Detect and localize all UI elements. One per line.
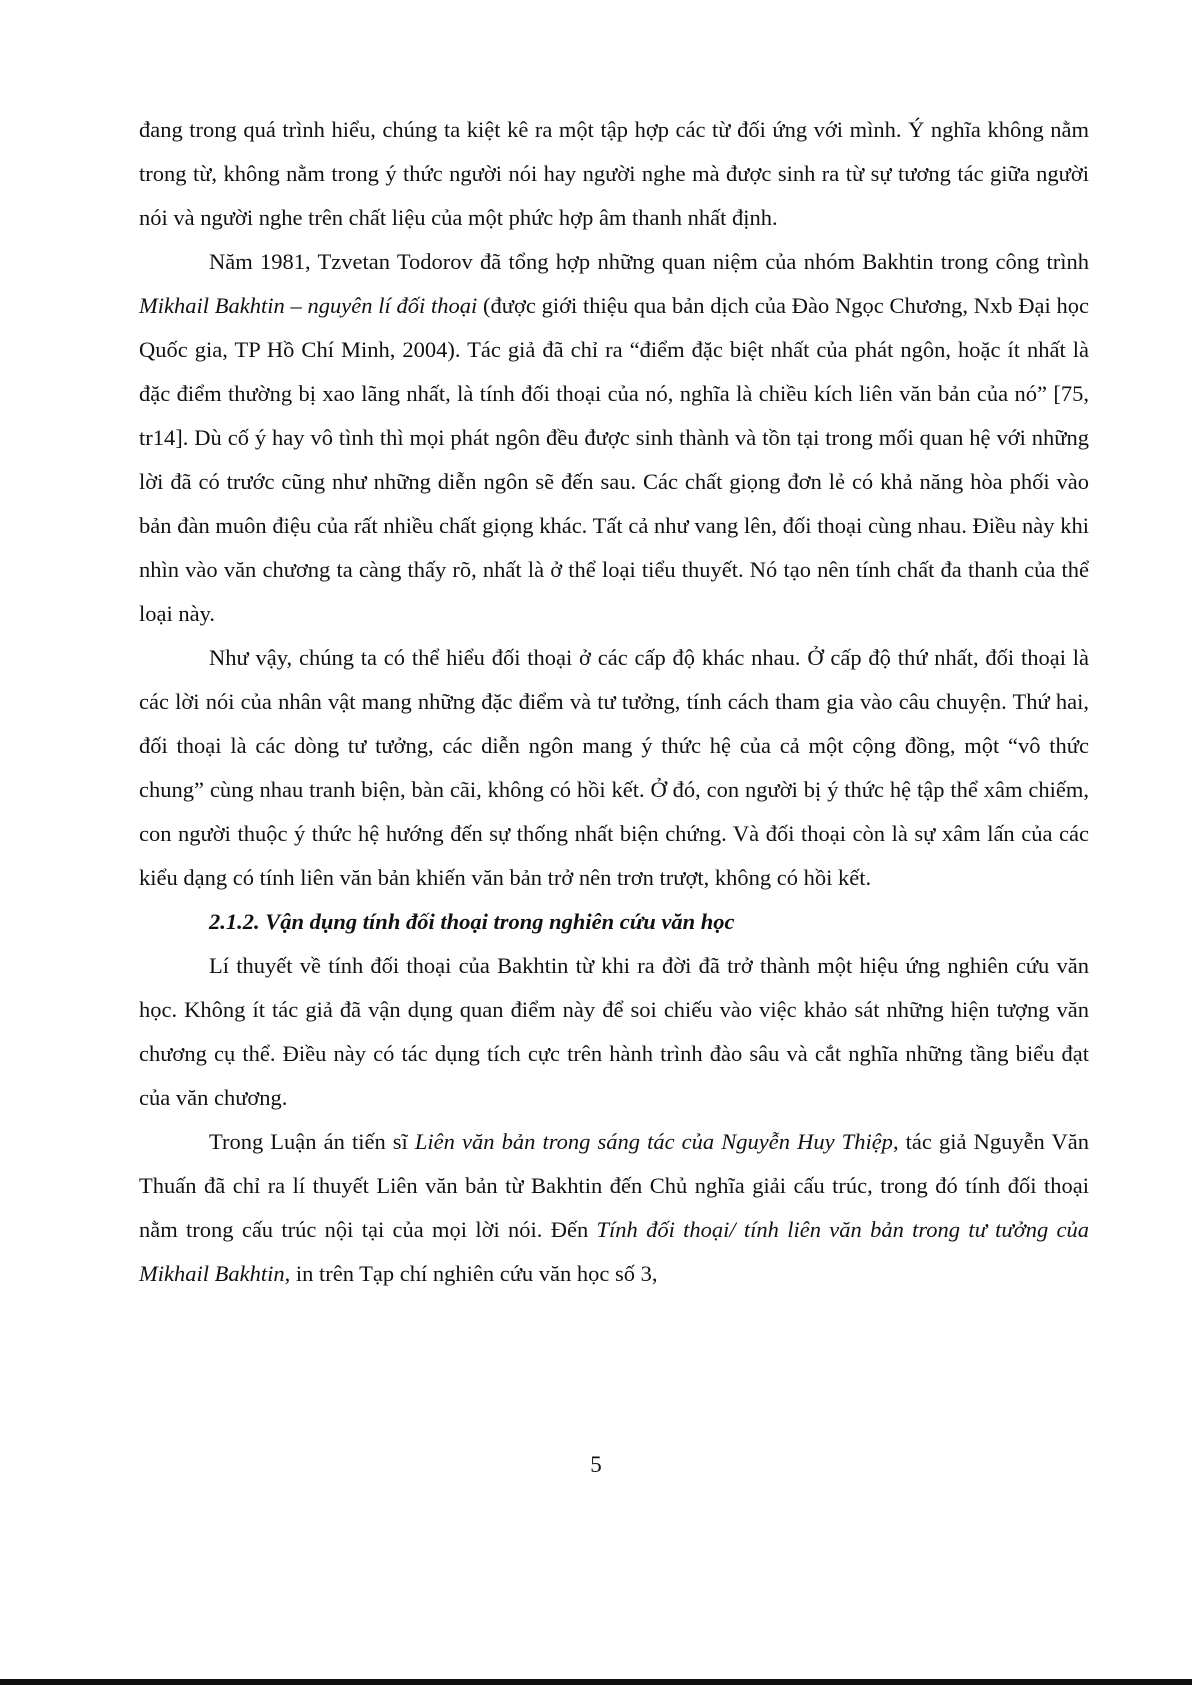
paragraph-5-text-b: , tác giả Nguyễn Văn Thuấn đã chỉ ra lí thuyết Liên văn bản từ Bakhtin đến Chủ nghĩa giải cấu trúc, trong đó tính đối thoại nằm trong cấu trúc nội tại của mọi lời nói. Đến <box>139 1129 1089 1242</box>
paragraph-4-text: Lí thuyết về tính đối thoại của Bakhtin từ khi ra đời đã trở thành một hiệu ứng nghiên cứu văn học. Không ít tác giả đã vận dụng quan điểm này để soi chiếu vào việc khảo sát những hiện tượng văn chương cụ thể. Điều này có tác dụng tích cực trên hành trình đào sâu và cắt nghĩa những tầng biểu đạt của văn chương. <box>139 953 1089 1110</box>
paragraph-2-text-b: (được giới thiệu qua bản dịch của Đào Ngọc Chương, Nxb Đại học Quốc gia, TP Hồ Chí Minh, 2004). Tác giả đã chỉ ra “điểm đặc biệt nhất của phát ngôn, hoặc ít nhất là đặc điểm thường bị xao lãng nhất, là tính đối thoại của nó, nghĩa là chiều kích liên văn bản của nó” [75, tr14]. Dù cố ý hay vô tình thì mọi phát ngôn đều được sinh thành và tồn tại trong mối quan hệ với những lời đã có trước cũng như những diễn ngôn sẽ đến sau. Các chất giọng đơn lẻ có khả năng hòa phối vào bản đàn muôn điệu của rất nhiều chất giọng khác. Tất cả như vang lên, đối thoại cùng nhau. Điều này khi nhìn vào văn chương ta càng thấy rõ, nhất là ở thể loại tiểu thuyết. Nó tạo nên tính chất đa thanh của thể loại này. <box>139 293 1089 626</box>
paragraph-3 <box>139 636 1089 900</box>
paragraph-1-text: đang trong quá trình hiểu, chúng ta kiệt kê ra một tập hợp các từ đối ứng với mình. Ý nghĩa không nằm trong từ, không nằm trong ý thức người nói hay người nghe mà được sinh ra từ sự tương tác giữa người nói và người nghe trên chất liệu của một phức hợp âm thanh nhất định. <box>139 117 1089 230</box>
document-body <box>139 108 1089 1296</box>
paragraph-2 <box>139 240 1089 636</box>
paragraph-5 <box>139 1120 1089 1296</box>
paragraph-3-text: Như vậy, chúng ta có thể hiểu đối thoại ở các cấp độ khác nhau. Ở cấp độ thứ nhất, đối thoại là các lời nói của nhân vật mang những đặc điểm và tư tưởng, tính cách tham gia vào câu chuyện. Thứ hai, đối thoại là các dòng tư tưởng, các diễn ngôn mang ý thức hệ của cả một cộng đồng, một “vô thức chung” cùng nhau tranh biện, bàn cãi, không có hồi kết. Ở đó, con người bị ý thức hệ tập thể xâm chiếm, con người thuộc ý thức hệ hướng đến sự thống nhất biện chứng. Và đối thoại còn là sự xâm lấn của các kiểu dạng có tính liên văn bản khiến văn bản trở nên trơn trượt, không có hồi kết. <box>139 645 1089 890</box>
book-title-mikhail-bakhtin: Mikhail Bakhtin – nguyên lí đối thoại <box>139 293 478 318</box>
article-title: Tính đối thoại/ tính liên văn bản trong tư tưởng của Mikhail Bakhtin <box>139 1217 1089 1286</box>
paragraph-5-text-a: Trong Luận án tiến sĩ <box>209 1129 415 1154</box>
paragraph-4 <box>139 944 1089 1120</box>
bottom-divider <box>0 1679 1192 1685</box>
thesis-title: Liên văn bản trong sáng tác của Nguyễn Huy Thiệp <box>414 1129 893 1154</box>
paragraph-5-text-c: , in trên Tạp chí nghiên cứu văn học số 3, <box>284 1261 658 1286</box>
section-heading <box>139 900 1089 944</box>
section-heading-text: 2.1.2. Vận dụng tính đối thoại trong nghiên cứu văn học <box>209 909 735 934</box>
paragraph-1 <box>139 108 1089 240</box>
page-number: 5 <box>590 1452 602 1477</box>
paragraph-2-text-a: Năm 1981, Tzvetan Todorov đã tổng hợp những quan niệm của nhóm Bakhtin trong công trình <box>209 249 1089 274</box>
